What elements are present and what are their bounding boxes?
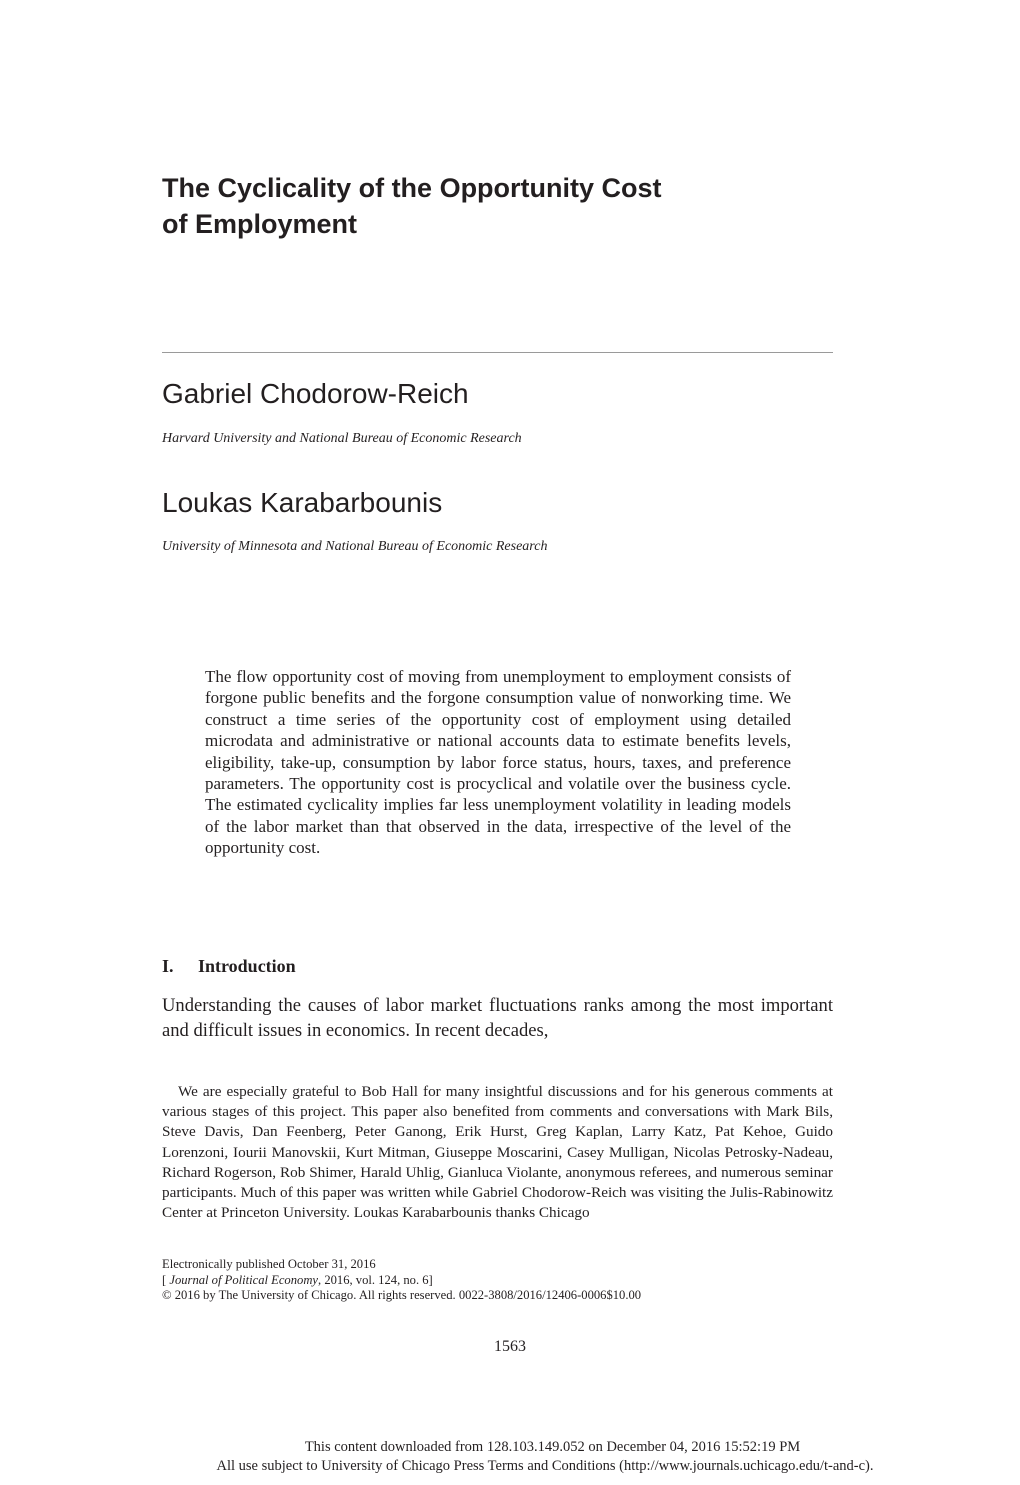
citation-bracket: [ <box>162 1272 167 1287</box>
citation-details: , 2016, vol. 124, no. 6] <box>318 1272 433 1287</box>
author-affiliation-2: University of Minnesota and National Bureau of Economic Research <box>162 539 548 554</box>
acknowledgment-footnote: We are especially grateful to Bob Hall for many insightful discussions and for his generous comments at various stages of this project. This paper also benefited from comments and conversations with Mark Bils, Steve Davis, Dan Feenberg, Peter Ganong, Erik Hurst, Greg Kaplan, Larry Katz, Pat Kehoe, Guido Lorenzoni, Iourii Manovskii, Kurt Mitman, Giuseppe Moscarini, Casey Mulligan, Nicolas Petrosky-Nadeau, Richard Rogerson, Rob Shimer, Harald Uhlig, Gianluca Violante, anonymous referees, and numerous seminar participants. Much of this paper was written while Gabriel Chodorow-Reich was visiting the Julis-Rabinowitz Center at Princeton University. Loukas Karabarbounis thanks Chicago <box>162 1083 833 1222</box>
paper-title-line-2: of Employment <box>162 209 358 239</box>
section-number: I. <box>162 956 174 976</box>
copyright-line: © 2016 by The University of Chicago. All rights reserved. 0022-3808/2016/12406-0006$10.00 <box>162 1288 642 1302</box>
intro-paragraph: Understanding the causes of labor market fluctuations ranks among the most important and difficult issues in economics. In recent decades, <box>162 995 833 1041</box>
download-notice-line-2: All use subject to University of Chicago Press Terms and Conditions (http://www.journals.uchicago.edu/t-and-c). <box>216 1458 874 1474</box>
section-heading <box>162 955 296 977</box>
author-affiliation-1: Harvard University and National Bureau of Economic Research <box>162 431 522 446</box>
page-number: 1563 <box>494 1338 526 1355</box>
author-name-1: Gabriel Chodorow-Reich <box>162 378 469 409</box>
author-name-2: Loukas Karabarbounis <box>162 487 443 518</box>
journal-name: Journal of Political Economy <box>169 1272 319 1287</box>
download-notice <box>0 1438 1020 1476</box>
section-title: Introduction <box>198 956 296 976</box>
paper-title <box>162 170 862 242</box>
abstract: The flow opportunity cost of moving from unemployment to employment consists of forgone public benefits and the forgone consumption value of nonworking time. We construct a time series of the opportunity cost of employment using detailed microdata and administrative or national accounts data to estimate benefits levels, eligibility, take-up, consumption by labor force status, hours, taxes, and preference parameters. The opportunity cost is procyclical and volatile over the business cycle. The estimated cyclicality implies far less unemployment volatility in leading models of the labor market than that observed in the data, irrespective of the level of the opportunity cost. <box>205 667 791 858</box>
published-date: Electronically published October 31, 2016 <box>162 1257 376 1271</box>
publication-info <box>162 1257 833 1304</box>
download-notice-line-1: This content downloaded from 128.103.149.052 on December 04, 2016 15:52:19 PM <box>304 1439 801 1455</box>
journal-citation <box>162 1273 833 1289</box>
title-divider <box>162 352 833 353</box>
paper-title-line-1: The Cyclicality of the Opportunity Cost <box>162 173 662 203</box>
